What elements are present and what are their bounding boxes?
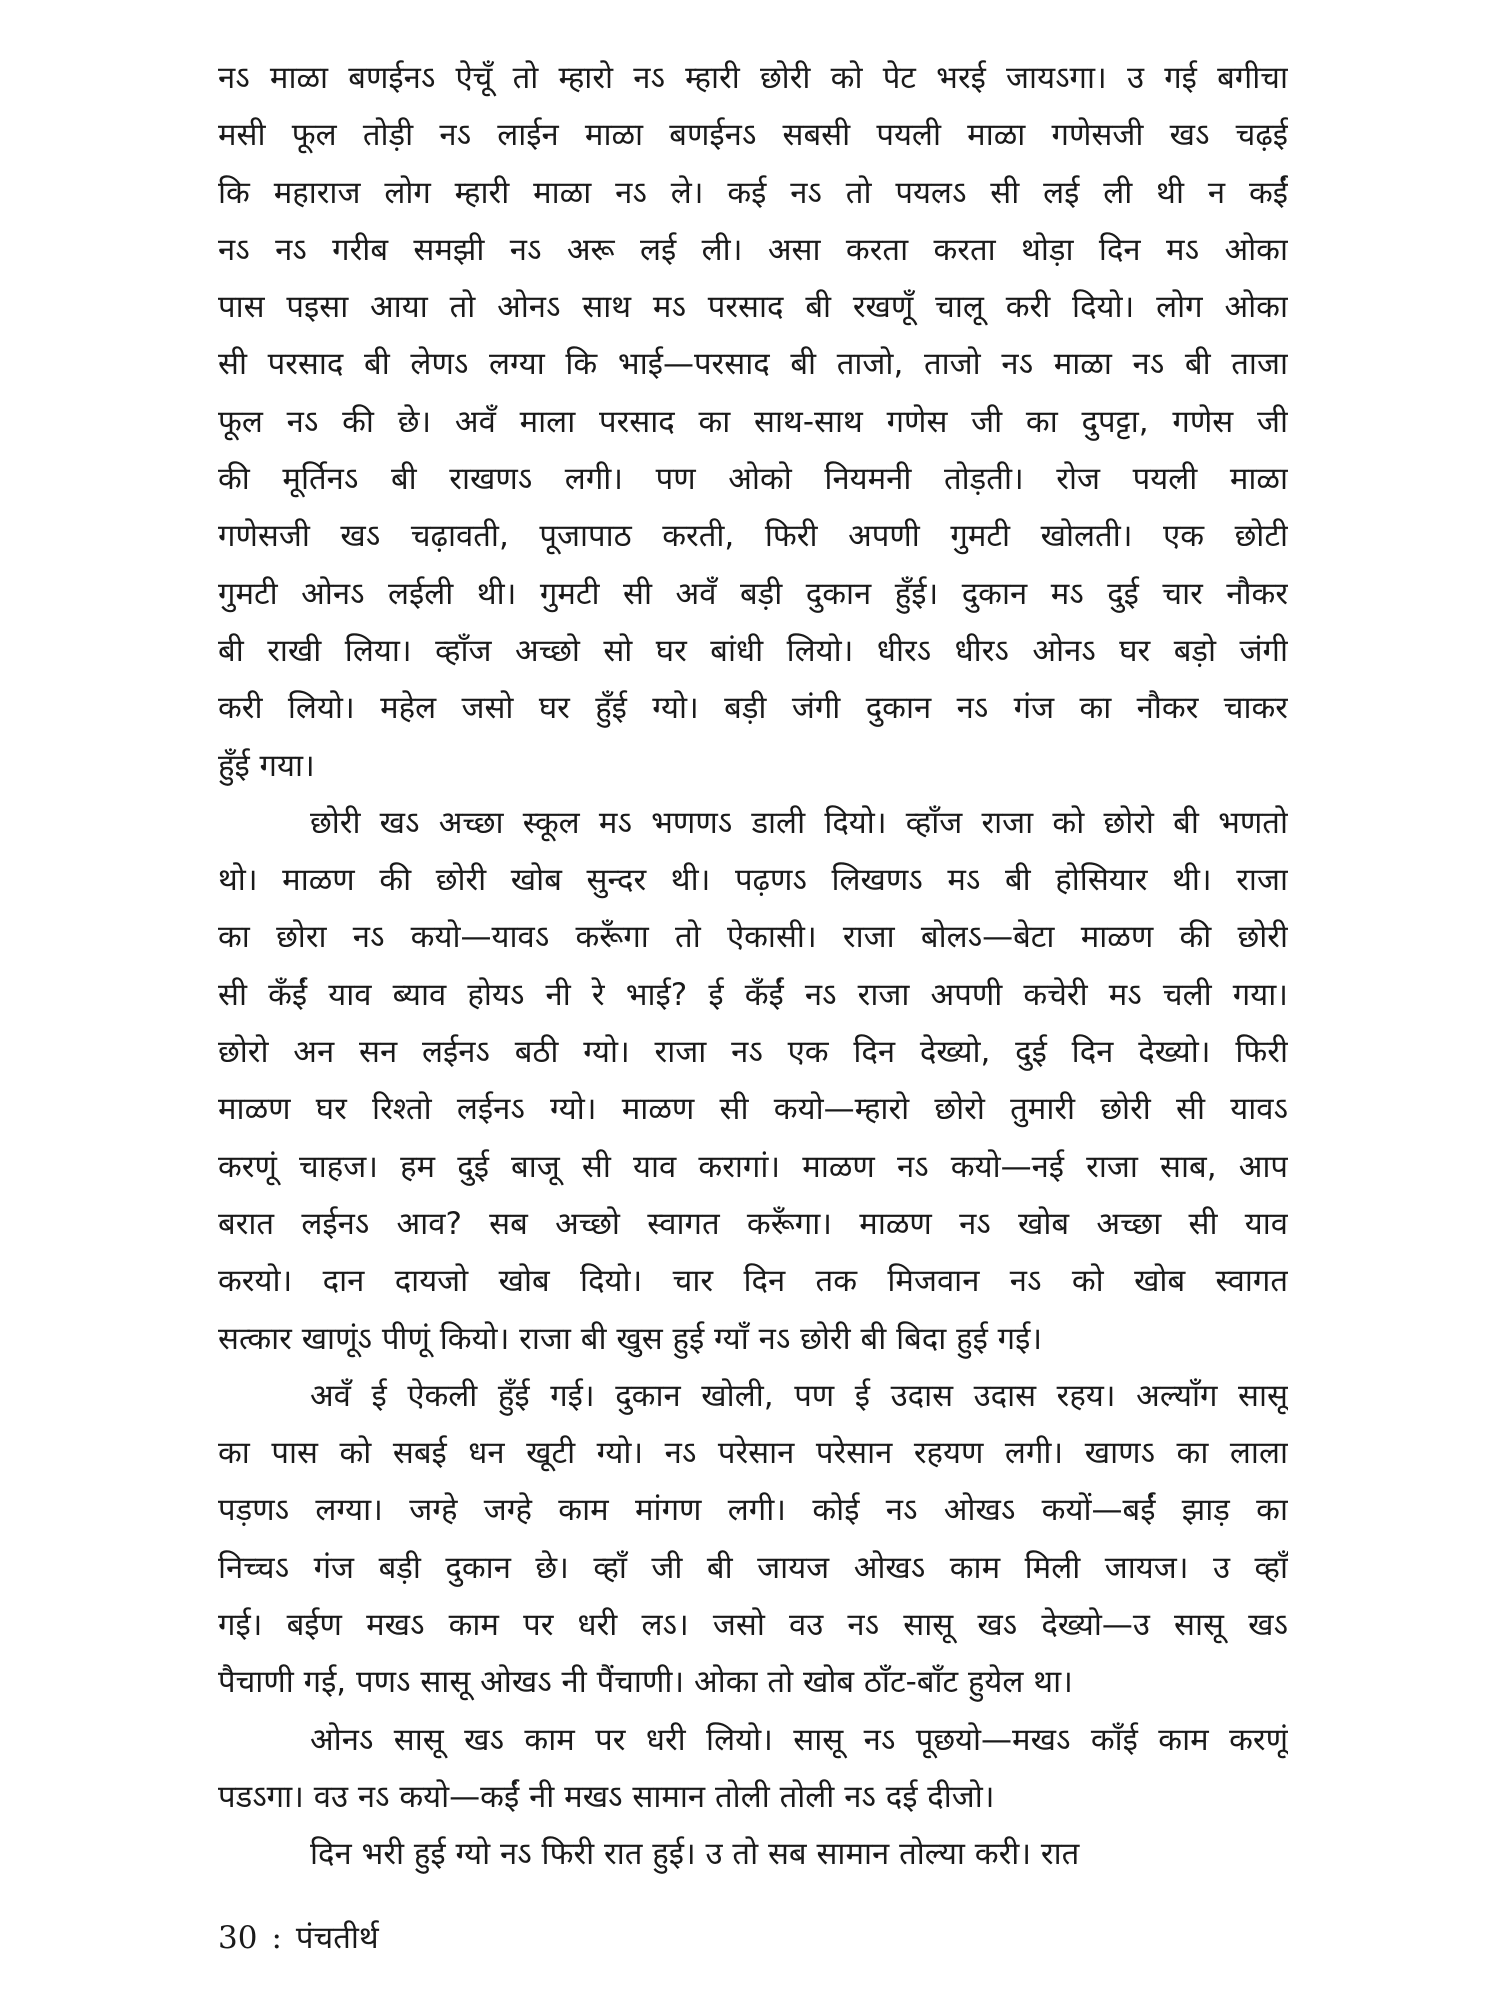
page-number: 30 [218,1920,258,1956]
text-line: नऽ माळा बणईनऽ ऐचूँ तो म्हारो नऽ म्हारी छोरी को पेट भरई जायऽगा। उ गई बगीचा [218,60,1288,96]
text-line: ओनऽ सासू खऽ काम पर धरी लियो। सासू नऽ पूछयो—मखऽ काँई काम करणूं [310,1721,1288,1758]
text-line: पडऽगा। वउ नऽ कयो—कईं नी मखऽ सामान तोली तोली नऽ दई दीजो। [218,1778,995,1815]
text-line: बी राखी लिया। व्हाँज अच्छो सो घर बांधी लियो। धीरऽ धीरऽ ओनऽ घर बड़ो जंगी [218,632,1288,669]
text-line: बरात लईनऽ आव? सब अच्छो स्वागत करूँगा। माळण नऽ खोब अच्छा सी याव [218,1205,1288,1242]
text-line: करयो। दान दायजो खोब दियो। चार दिन तक मिजवान नऽ को खोब स्वागत [218,1263,1288,1300]
text-line: गई। बईण मखऽ काम पर धरी लऽ। जसो वउ नऽ सासू खऽ देख्यो—उ सासू खऽ [218,1607,1288,1644]
text-line: थो। माळण की छोरी खोब सुन्दर थी। पढ़णऽ लिखणऽ मऽ बी होसियार थी। राजा [218,862,1288,899]
text-line: माळण घर रिश्तो लईनऽ ग्यो। माळण सी कयो—म्हारो छोरो तुमारी छोरी सी यावऽ [218,1091,1288,1128]
text-line: पड़णऽ लग्या। जग्हे जग्हे काम मांगण लगी। कोई नऽ ओखऽ कयों—बईं झाड़ का [218,1492,1288,1529]
text-line: पैचाणी गई, पणऽ सासू ओखऽ नी पैंचाणी। ओका तो खोब ठाँट-बाँट हुयेल था। [218,1664,1073,1701]
text-line: छोरो अन सन लईनऽ बठी ग्यो। राजा नऽ एक दिन देख्यो, दुई दिन देख्यो। फिरी [218,1034,1288,1071]
paragraph [218,50,1288,795]
text-line: फूल नऽ की छे। अवँ माला परसाद का साथ-साथ गणेस जी का दुपट्टा, गणेस जी [218,403,1288,440]
footer-separator: : [271,1920,282,1956]
text-line: नऽ नऽ गरीब समझी नऽ अरू लई ली। असा करता करता थोड़ा दिन मऽ ओका [218,231,1288,268]
text-line: का पास को सबई धन खूटी ग्यो। नऽ परेसान परेसान रहयण लगी। खाणऽ का लाला [218,1435,1288,1472]
text-line: सी कँईं याव ब्याव होयऽ नी रे भाई? ई कँईं नऽ राजा अपणी कचेरी मऽ चली गया। [218,976,1288,1013]
text-line: का छोरा नऽ कयो—यावऽ करूँगा तो ऐकासी। राजा बोलऽ—बेटा माळण की छोरी [218,919,1288,956]
text-line: कि महाराज लोग म्हारी माळा नऽ ले। कई नऽ तो पयलऽ सी लई ली थी न कईं [218,174,1288,211]
book-title: पंचतीर्थ [295,1920,379,1956]
text-line: सी परसाद बी लेणऽ लग्या कि भाई—परसाद बी ताजो, ताजो नऽ माळा नऽ बी ताजा [218,346,1288,383]
paragraph [218,795,1288,1368]
paragraph [218,1368,1288,1712]
text-line: मसी फूल तोड़ी नऽ लाईन माळा बणईनऽ सबसी पयली माळा गणेसजी खऽ चढ़ई [218,117,1288,154]
text-line: गुमटी ओनऽ लईली थी। गुमटी सी अवँ बड़ी दुकान हुँई। दुकान मऽ दुई चार नौकर [218,575,1288,612]
text-line: पास पइसा आया तो ओनऽ साथ मऽ परसाद बी रखणूँ चालू करी दियो। लोग ओका [218,289,1288,326]
paragraph [218,1712,1288,1827]
text-line: सत्कार खाणूंऽ पीणूं कियो। राजा बी खुस हुई ग्याँ नऽ छोरी बी बिदा हुई गई। [218,1320,1043,1357]
text-line: करी लियो। महेल जसो घर हुँई ग्यो। बड़ी जंगी दुकान नऽ गंज का नौकर चाकर [218,690,1288,727]
text-line: दिन भरी हुई ग्यो नऽ फिरी रात हुई। उ तो सब सामान तोल्या करी। रात [310,1836,1080,1873]
text-line: गणेसजी खऽ चढ़ावती, पूजापाठ करती, फिरी अपणी गुमटी खोलती। एक छोटी [218,518,1288,555]
text-line: छोरी खऽ अच्छा स्कूल मऽ भणणऽ डाली दियो। व्हाँज राजा को छोरो बी भणतो [310,804,1288,841]
text-line: हुँई गया। [218,747,315,784]
page-footer [218,1918,379,1958]
text-line: की मूर्तिनऽ बी राखणऽ लगी। पण ओको नियमनी तोड़ती। रोज पयली माळा [218,461,1288,498]
text-line: निच्चऽ गंज बड़ी दुकान छे। व्हाँ जी बी जायज ओखऽ काम मिली जायज। उ व्हाँ [218,1549,1288,1586]
text-line: अवँ ई ऐकली हुँई गई। दुकान खोली, पण ई उदास उदास रहय। अल्याँग सासू [310,1377,1288,1414]
paragraph [218,1826,1288,1883]
body-text [218,50,1288,1884]
text-line: करणूं चाहज। हम दुई बाजू सी याव करागां। माळण नऽ कयो—नई राजा साब, आप [218,1148,1288,1185]
